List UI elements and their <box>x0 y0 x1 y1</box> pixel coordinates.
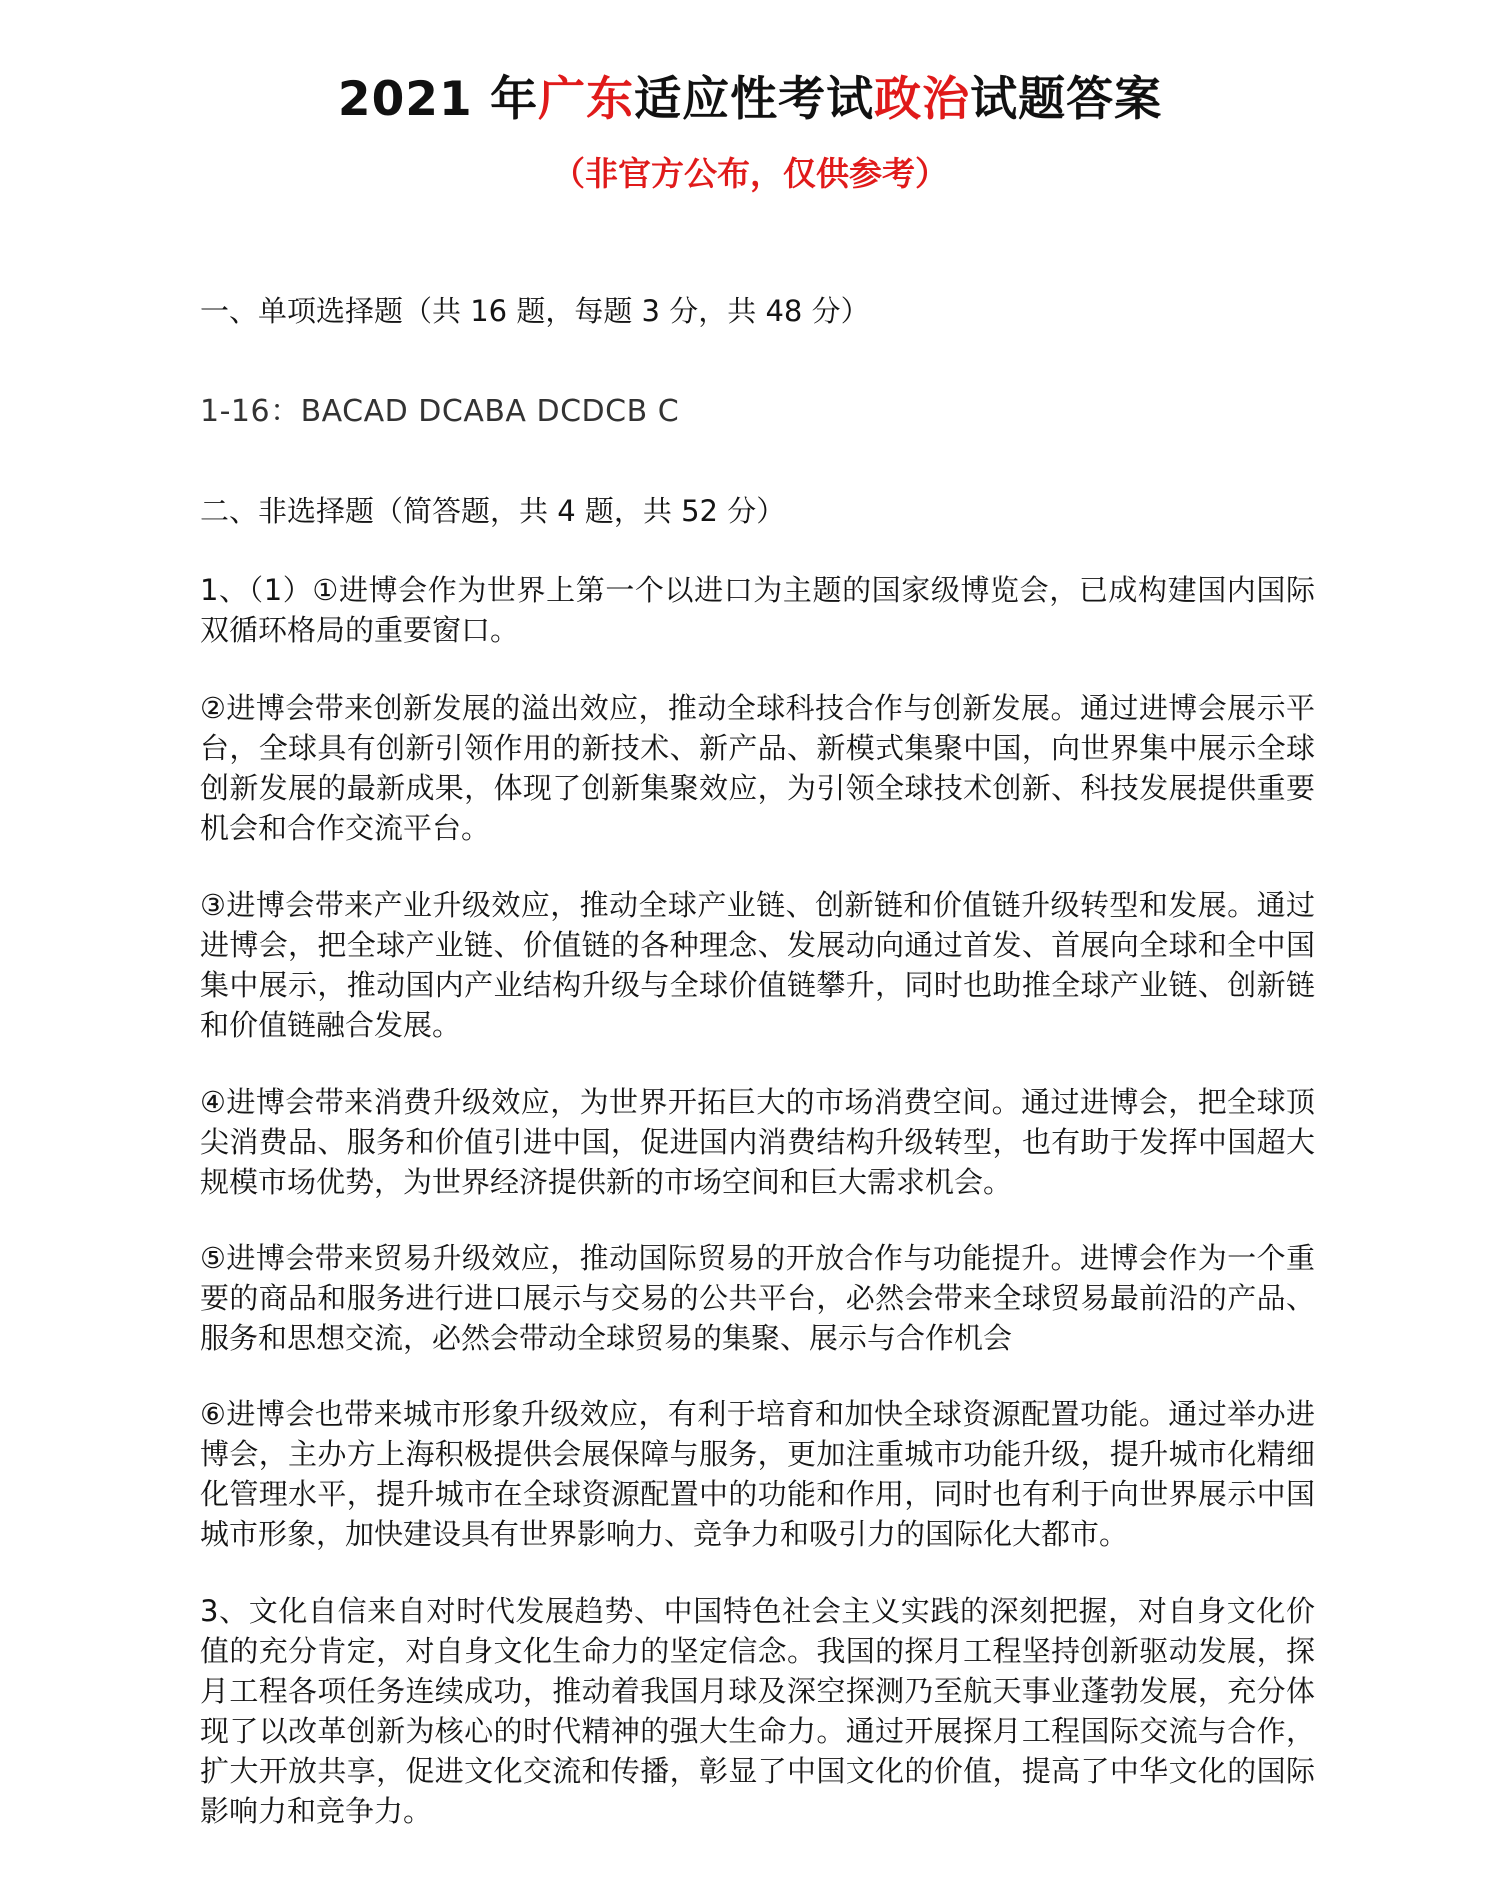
title-region: 广东 <box>538 72 635 127</box>
title-subject: 政治 <box>874 72 971 127</box>
answer-paragraph: 3、文化自信来自对时代发展趋势、中国特色社会主义实践的深刻把握，对自身文化价值的充分肯定，对自身文化生命力的坚定信念。我国的探月工程坚持创新驱动发展，探月工程各项任务连续成功，推动着我国月球及深空探测乃至航天事业蓬勃发展，充分体现了以改革创新为核心的时代精神的强大生命力。通过开展探月工程国际交流与合作，扩大开放共享，促进文化交流和传播，彰显了中国文化的价值，提高了中华文化的国际影响力和竞争力。 <box>200 1594 1315 1828</box>
title-part-1: 2021 年 <box>337 72 539 127</box>
answer-paragraph: ④进博会带来消费升级效应，为世界开拓巨大的市场消费空间。通过进博会，把全球顶尖消费品、服务和价值引进中国，促进国内消费结构升级转型，也有助于发挥中国超大规模市场优势，为世界经济提供新的市场空间和巨大需求机会。 <box>200 1085 1315 1199</box>
title-part-5: 试题答案 <box>970 72 1163 127</box>
answer-paragraph: ⑥进博会也带来城市形象升级效应，有利于培育和加快全球资源配置功能。通过举办进博会，主办方上海积极提供会展保障与服务，更加注重城市功能升级，提升城市化精细化管理水平，提升城市在全球资源配置中的功能和作用，同时也有利于向世界展示中国城市形象，加快建设具有世界影响力、竞争力和吸引力的国际化大都市。 <box>200 1397 1315 1551</box>
choice-answers: 1-16：BACAD DCABA DCDCB C <box>200 394 680 429</box>
section-1-heading: 一、单项选择题（共 16 题，每题 3 分，共 48 分） <box>200 294 870 328</box>
answer-paragraph: ⑤进博会带来贸易升级效应，推动国际贸易的开放合作与功能提升。进博会作为一个重要的商品和服务进行进口展示与交易的公共平台，必然会带来全球贸易最前沿的产品、服务和思想交流，必然会带动全球贸易的集聚、展示与合作机会 <box>200 1241 1315 1355</box>
answer-paragraph: ③进博会带来产业升级效应，推动全球产业链、创新链和价值链升级转型和发展。通过进博会，把全球产业链、价值链的各种理念、发展动向通过首发、首展向全球和全中国集中展示，推动国内产业结构升级与全球价值链攀升，同时也助推全球产业链、创新链和价值链融合发展。 <box>200 888 1315 1042</box>
page-subtitle: （非官方公布，仅供参考） <box>552 154 948 193</box>
section-2-heading: 二、非选择题（简答题，共 4 题，共 52 分） <box>200 494 786 528</box>
page-title <box>0 70 1500 130</box>
answer-paragraph: ②进博会带来创新发展的溢出效应，推动全球科技合作与创新发展。通过进博会展示平台，全球具有创新引领作用的新技术、新产品、新模式集聚中国，向世界集中展示全球创新发展的最新成果，体现了创新集聚效应，为引领全球技术创新、科技发展提供重要机会和合作交流平台。 <box>200 691 1315 845</box>
answer-paragraph: 1、（1）①进博会作为世界上第一个以进口为主题的国家级博览会，已成构建国内国际双循环格局的重要窗口。 <box>200 573 1315 647</box>
title-part-3: 适应性考试 <box>634 72 875 127</box>
